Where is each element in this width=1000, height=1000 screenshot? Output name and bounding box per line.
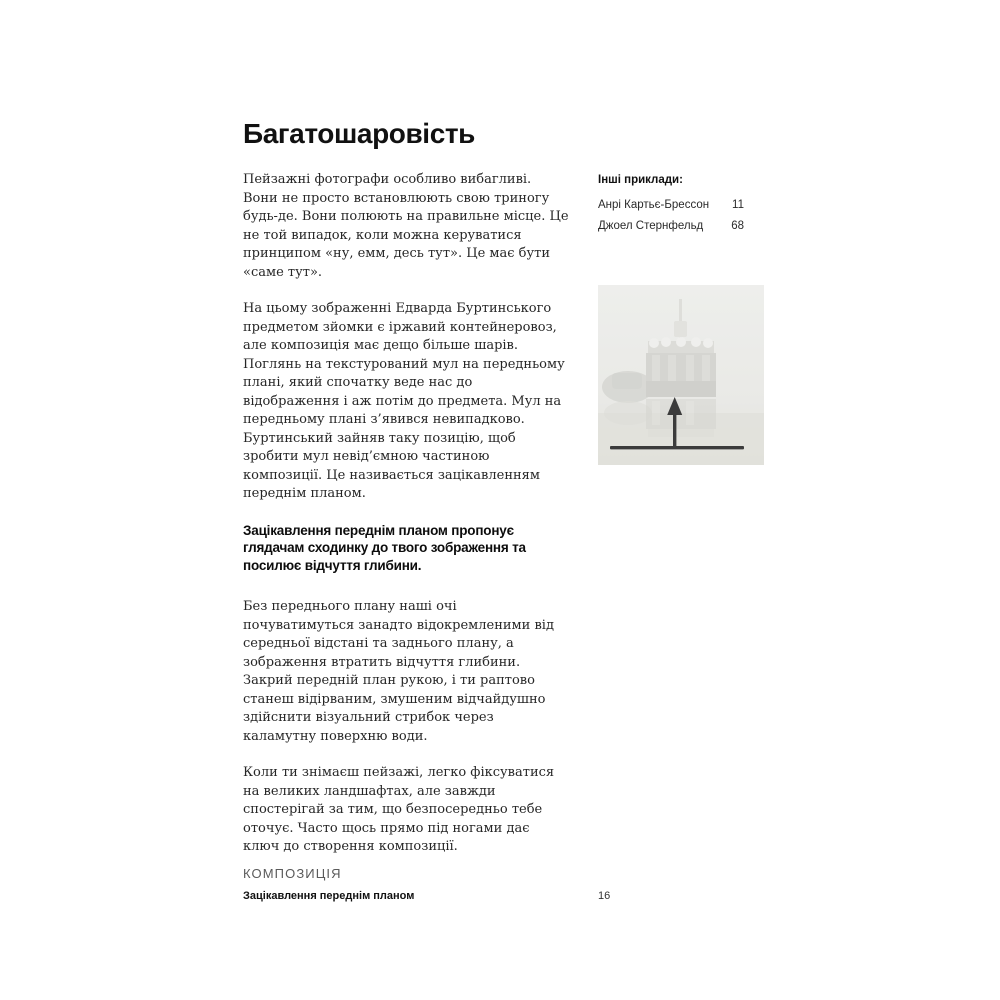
fog-veil — [598, 285, 764, 465]
example-row — [598, 216, 744, 237]
example-name: Анрі Картьє-Брессон — [598, 199, 710, 211]
paragraph: Коли ти знімаєш пейзажі, легко фіксуватися на великих ландшафтах, але завжди спостерігай за тим, що безпосередньо тебе оточує. Часто щось прямо під ногами дає ключ до створення композиції. — [243, 765, 555, 854]
other-examples-sidebar — [598, 174, 744, 237]
footer-row — [243, 890, 623, 904]
foreground-line — [610, 446, 744, 449]
example-row — [598, 195, 744, 216]
figure-photo-burtynsky-ship — [598, 285, 764, 465]
footer-chapter-label: Зацікавлення переднім планом — [243, 890, 415, 902]
page-title: Багатошаровість — [243, 117, 475, 149]
page-number: 16 — [598, 890, 611, 902]
sidebar-heading: Інші приклади: — [598, 174, 683, 186]
page-footer — [243, 866, 623, 904]
example-page-ref: 68 — [731, 220, 744, 232]
footer-section-label: КОМПОЗИЦІЯ — [243, 866, 342, 881]
article-body — [243, 171, 569, 875]
key-statement: Зацікавлення переднім планом пропонує глядачам сходинку до твого зображення та посилює відчуття глибини. — [243, 522, 526, 573]
example-page-ref: 11 — [732, 199, 744, 211]
example-name: Джоел Стернфельд — [598, 220, 704, 232]
paragraph: Без переднього плану наші очі почуватимуться занадто відокремленими від середньої відстані та заднього плану, а зображення втратить відчуття глибини. Закрий передній план рукою, і ти раптово станеш відірваним, змушеним відчайдушно здійснити візуальний стрибок через каламутну поверхню води. — [243, 599, 554, 744]
ship-illustration — [598, 285, 764, 465]
paragraph: На цьому зображенні Едварда Буртинського предметом зйомки є іржавий контейнеровоз, але композиція має дещо більше шарів. Поглянь на текстурований мул на передньому плані, який спочатку веде нас до відображення і аж потім до предмета. Мул на передньому плані з’явився невипадково. Буртинський зайняв таку позицію, щоб зробити мул невід’ємною частиною композиції. Це називається зацікавленням переднім планом. — [243, 301, 565, 501]
paragraph: Пейзажні фотографи особливо вибагливі. Вони не просто встановлюють свою триногу будь-де. Вони полюють на правильне місце. Це не той випадок, коли можна керуватися принципом «ну, емм, десь тут». Це має бути «саме тут». — [243, 172, 569, 280]
